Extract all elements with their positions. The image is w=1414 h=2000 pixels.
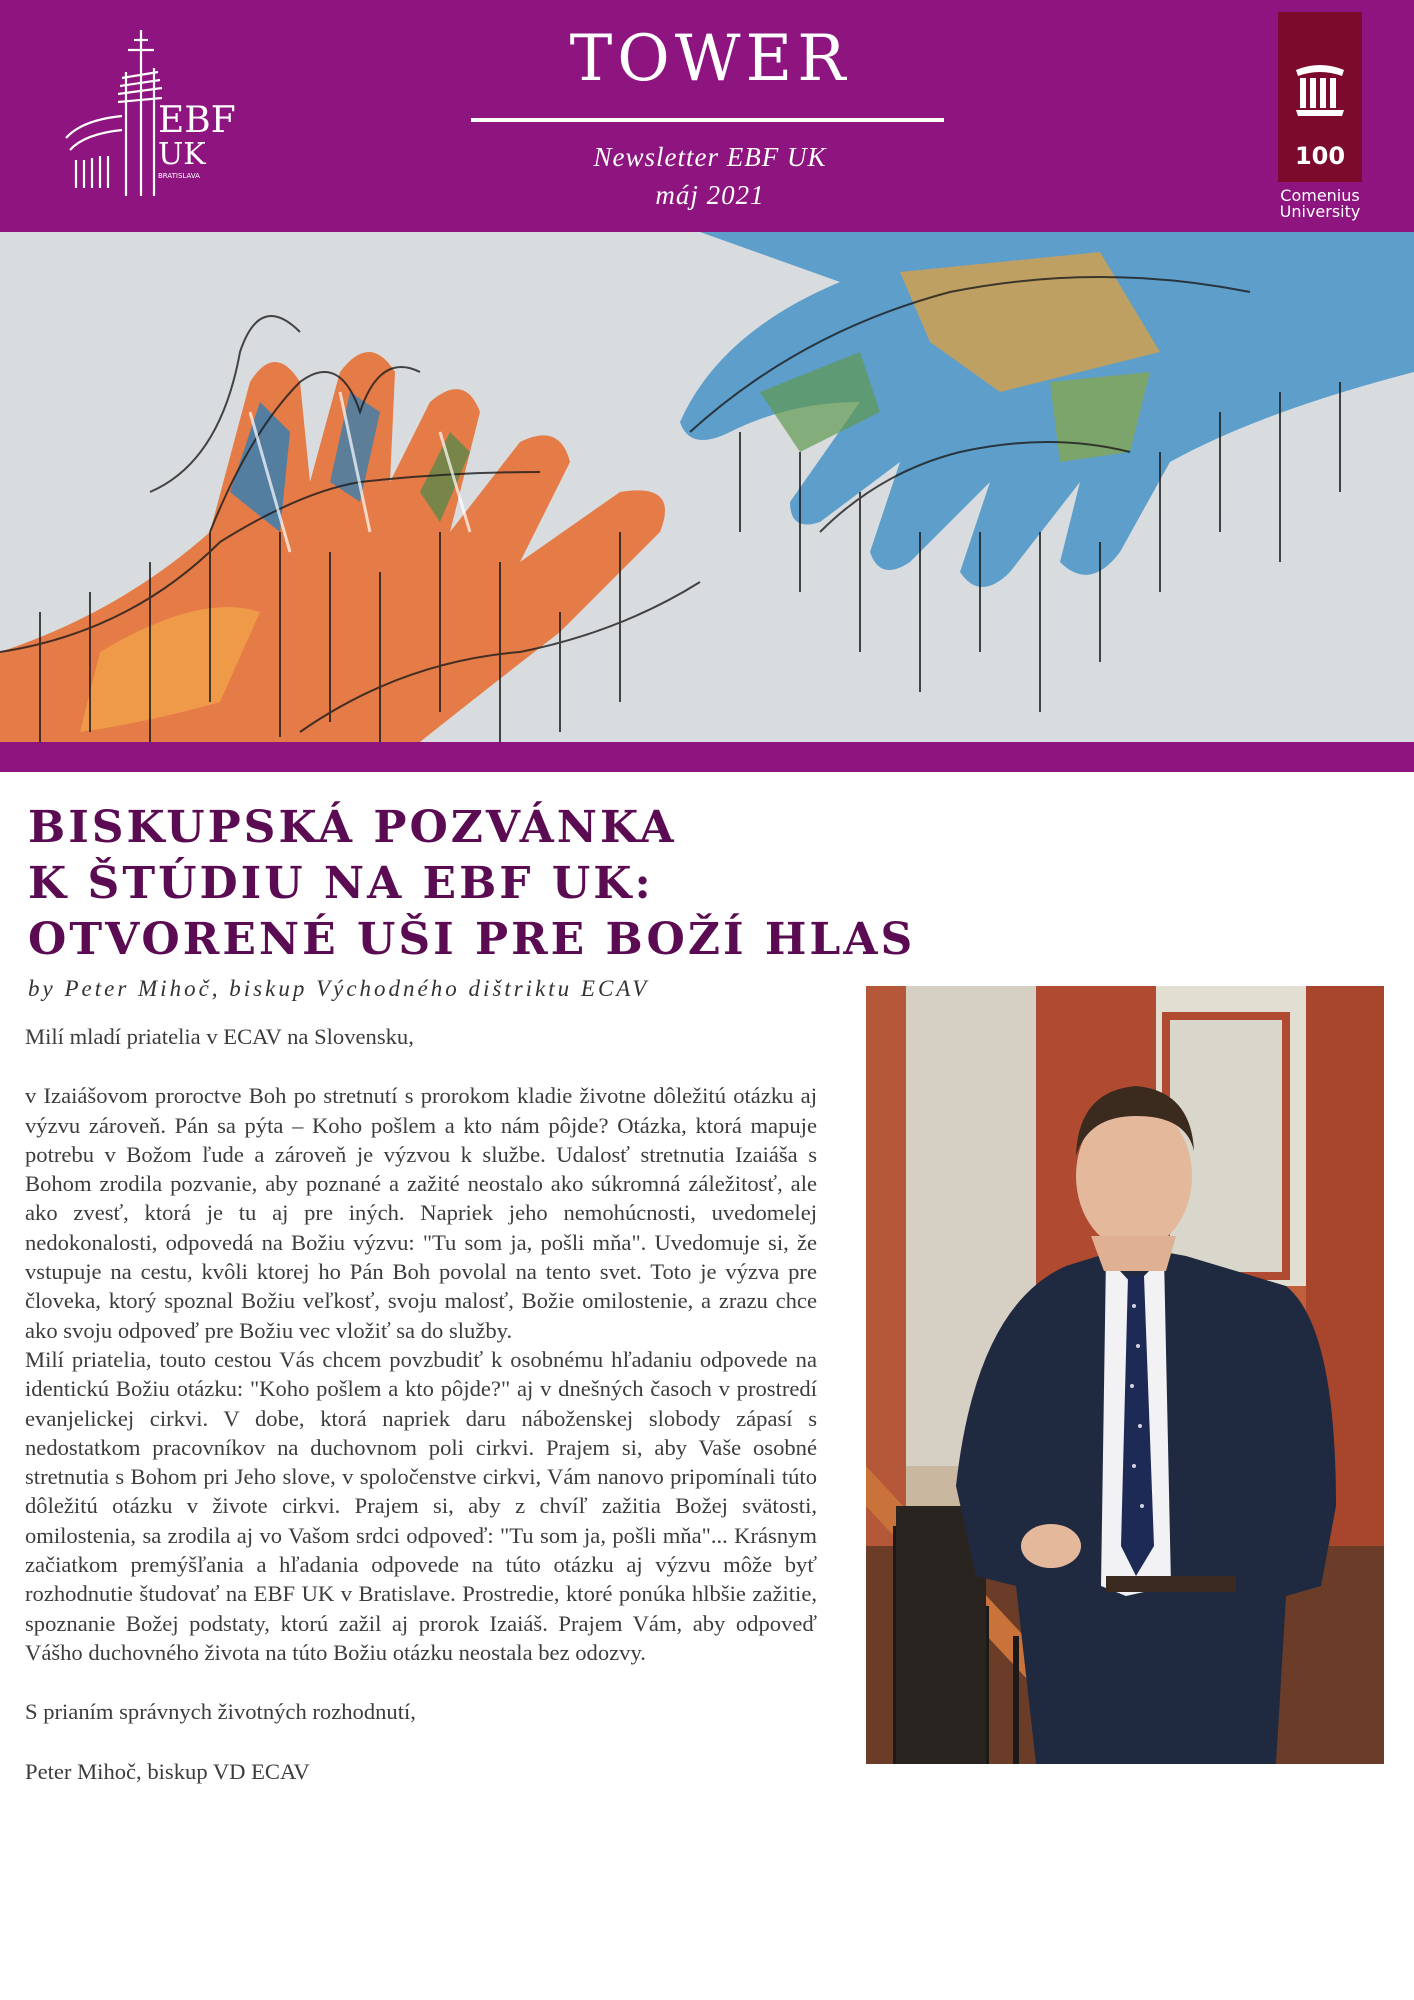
newsletter-header: [0, 0, 1414, 232]
article-body: [25, 1022, 817, 1786]
title-divider: [471, 118, 944, 122]
ebf-logo-text: EBF: [158, 100, 236, 141]
ebf-uk-logo: [62, 28, 236, 203]
article-paragraph: v Izaiášovom proroctve Boh po stretnutí s prorokom kladie životne dôležitú otázku aj výzvu zároveň. Pán sa pýta – Koho pošlem a kto nám pôjde? Otázka, ktorá mapuje potrebu v Božom ľude a zároveň je výzvou k službe. Udalosť stretnutia Izaiáša s Bohom zrodila pozvanie, aby poznané a zažité neostalo ako súkromná záležitosť, ale ako zvesť, ktorá je tu aj pre iných. Napriek jeho nemohúcnosti, uvedomelej nedokonalosti, odpovedá na Božiu výzvu: "Tu som ja, pošli mňa". Uvedomuje si, že vstupuje na cestu, kvôli ktorej ho Pán Boh povolal na tento svet. Toto je výzva pre človeka, ktorý spoznal Božiu veľkosť, svoju malosť, Božie omilostenie, a zrazu chce ako svoju odpoveď pre Božiu vec vložiť sa do služby.: [25, 1083, 817, 1343]
hero-bottom-band: [0, 742, 1414, 772]
issue-date: máj 2021: [655, 180, 765, 210]
headline-line: OTVORENÉ UŠI PRE BOŽÍ HLAS: [28, 914, 916, 965]
newsletter-title: TOWER: [569, 22, 851, 96]
university-logo-text: University: [1279, 202, 1361, 221]
hero-painting-image: [0, 232, 1414, 742]
newsletter-name: Newsletter EBF UK: [593, 142, 827, 172]
greeting: Milí mladí priatelia v ECAV na Slovensku,: [25, 1024, 414, 1049]
article-byline: by Peter Mihoč, biskup Východného dištriktu ECAV: [28, 976, 650, 1001]
centenary-badge: 100: [1294, 142, 1346, 170]
headline-line: BISKUPSKÁ POZVÁNKA: [28, 802, 677, 853]
headline-line: K ŠTÚDIU NA EBF UK:: [28, 858, 654, 909]
article-headline: [28, 800, 915, 968]
comenius-logo-text: Comenius: [1280, 186, 1360, 205]
newsletter-subtitle: [470, 138, 950, 214]
bratislava-logo-text: BRATISLAVA: [158, 172, 200, 180]
closing-line: S prianím správnych životných rozhodnutí,: [25, 1699, 416, 1725]
uk-logo-text: UK: [158, 137, 206, 172]
comenius-university-logo: [1266, 10, 1374, 220]
bishop-portrait-photo: [866, 986, 1384, 1764]
signature: Peter Mihoč, biskup VD ECAV: [25, 1758, 310, 1784]
article-paragraph: Milí priatelia, touto cestou Vás chcem povzbudiť k osobnému hľadaniu odpovede na identickú Božiu otázku: "Koho pošlem a kto pôjde?" aj v dnešných časoch v prostredí evanjelickej cirkvi. V dobe, ktorá napriek daru náboženskej slobody zápasí s nedostatkom pracovníkov na duchovnom poli cirkvi. Prajem si, aby Vaše osobné stretnutia s Bohom pri Jeho slove, v spoločenstve cirkvi, Vám nanovo pripomínali túto dôležitú otázku v živote cirkvi. Prajem si, aby z chvíľ zažitia Božej svätosti, omilostenia, sa zrodila aj vo Vašom srdci odpoveď: "Tu som ja, pošli mňa"... Krásnym začiatkom premýšľania a hľadania odpovede na túto otázku aj výzvu môže byť rozhodnutie študovať na EBF UK v Bratislave. Prostredie, ktoré ponúka hlbšie zažitie, spoznanie Božej podstaty, ktorú zažil aj prorok Izaiáš. Prajem Vám, aby odpoveď Vášho duchovného života na túto Božiu otázku neostala bez odozvy.: [25, 1346, 817, 1665]
